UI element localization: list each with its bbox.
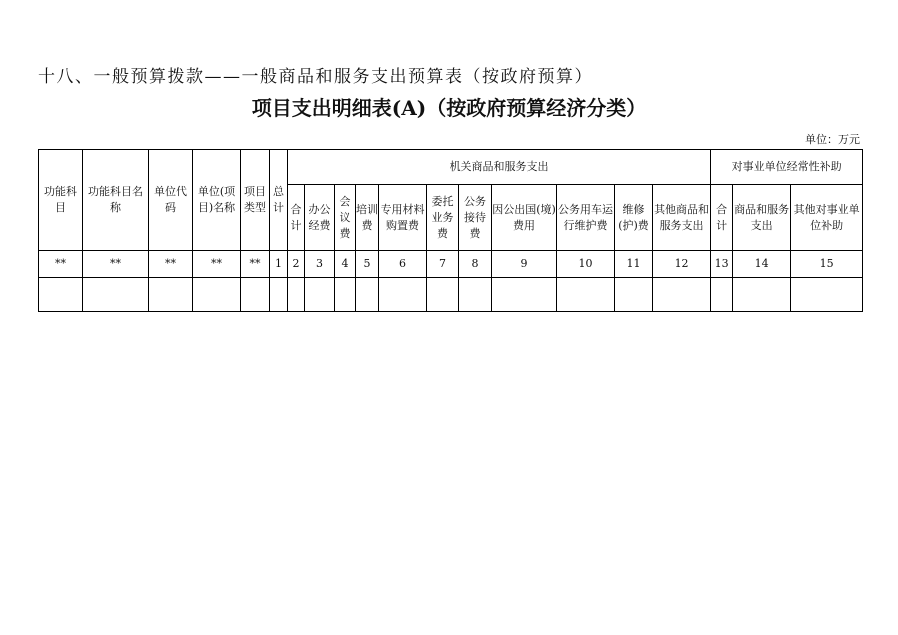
- table-row: [39, 278, 863, 312]
- data-cell: [492, 278, 557, 312]
- header-reception-fee: 公务接待费: [459, 185, 492, 251]
- data-cell: [427, 278, 459, 312]
- header-subsidy-subtotal: 合计: [711, 185, 733, 251]
- data-cell: [305, 278, 335, 312]
- header-total: 总计: [270, 150, 288, 251]
- unit-label: 单位：万元: [805, 133, 860, 146]
- data-cell: [791, 278, 863, 312]
- header-subsidy-goods-services: 商品和服务支出: [733, 185, 791, 251]
- header-row-1: [39, 150, 863, 185]
- index-cell: 2: [288, 251, 305, 278]
- index-cell: 3: [305, 251, 335, 278]
- index-cell: 6: [379, 251, 427, 278]
- header-project-type: 项目类型: [241, 150, 270, 251]
- data-cell: [733, 278, 791, 312]
- data-cell: [711, 278, 733, 312]
- index-cell: 5: [356, 251, 379, 278]
- header-inst-subtotal: 合计: [288, 185, 305, 251]
- header-materials-fee: 专用材料购置费: [379, 185, 427, 251]
- header-other-subsidy: 其他对事业单位补助: [791, 185, 863, 251]
- data-cell: [270, 278, 288, 312]
- index-cell: **: [149, 251, 193, 278]
- index-cell: 7: [427, 251, 459, 278]
- index-cell: 4: [335, 251, 356, 278]
- index-cell: **: [39, 251, 83, 278]
- index-cell: 8: [459, 251, 492, 278]
- data-cell: [288, 278, 305, 312]
- header-institution-group: 机关商品和服务支出: [288, 150, 711, 185]
- index-cell: 10: [557, 251, 615, 278]
- data-cell: [379, 278, 427, 312]
- index-cell: 11: [615, 251, 653, 278]
- header-commission-fee: 委托业务费: [427, 185, 459, 251]
- header-function-code: 功能科目: [39, 150, 83, 251]
- data-cell: [335, 278, 356, 312]
- index-cell: 9: [492, 251, 557, 278]
- index-cell: 14: [733, 251, 791, 278]
- data-cell: [615, 278, 653, 312]
- index-cell: 13: [711, 251, 733, 278]
- data-cell: [149, 278, 193, 312]
- page-title: 项目支出明细表(A)（按政府预算经济分类）: [251, 96, 647, 120]
- header-overseas-fee: 因公出国(境)费用: [492, 185, 557, 251]
- header-function-name: 功能科目名称: [83, 150, 149, 251]
- data-cell: [39, 278, 83, 312]
- index-cell: 1: [270, 251, 288, 278]
- index-cell: **: [241, 251, 270, 278]
- header-unit-code: 单位代码: [149, 150, 193, 251]
- index-cell: **: [193, 251, 241, 278]
- section-title: 十八、一般预算拨款——一般商品和服务支出预算表（按政府预算）: [38, 67, 593, 87]
- index-cell: 15: [791, 251, 863, 278]
- header-office-expense: 办公经费: [305, 185, 335, 251]
- header-maintenance-fee: 维修(护)费: [615, 185, 653, 251]
- index-cell: 12: [653, 251, 711, 278]
- header-unit-name: 单位(项目)名称: [193, 150, 241, 251]
- data-cell: [459, 278, 492, 312]
- data-cell: [557, 278, 615, 312]
- header-vehicle-fee: 公务用车运行维护费: [557, 185, 615, 251]
- data-cell: [241, 278, 270, 312]
- header-training-fee: 培训费: [356, 185, 379, 251]
- data-cell: [356, 278, 379, 312]
- data-cell: [653, 278, 711, 312]
- data-cell: [193, 278, 241, 312]
- header-meeting-fee: 会议费: [335, 185, 356, 251]
- index-row: [39, 251, 863, 278]
- index-cell: **: [83, 251, 149, 278]
- header-subsidy-group: 对事业单位经常性补助: [711, 150, 863, 185]
- header-other-goods-services: 其他商品和服务支出: [653, 185, 711, 251]
- data-cell: [83, 278, 149, 312]
- budget-table: [38, 149, 863, 312]
